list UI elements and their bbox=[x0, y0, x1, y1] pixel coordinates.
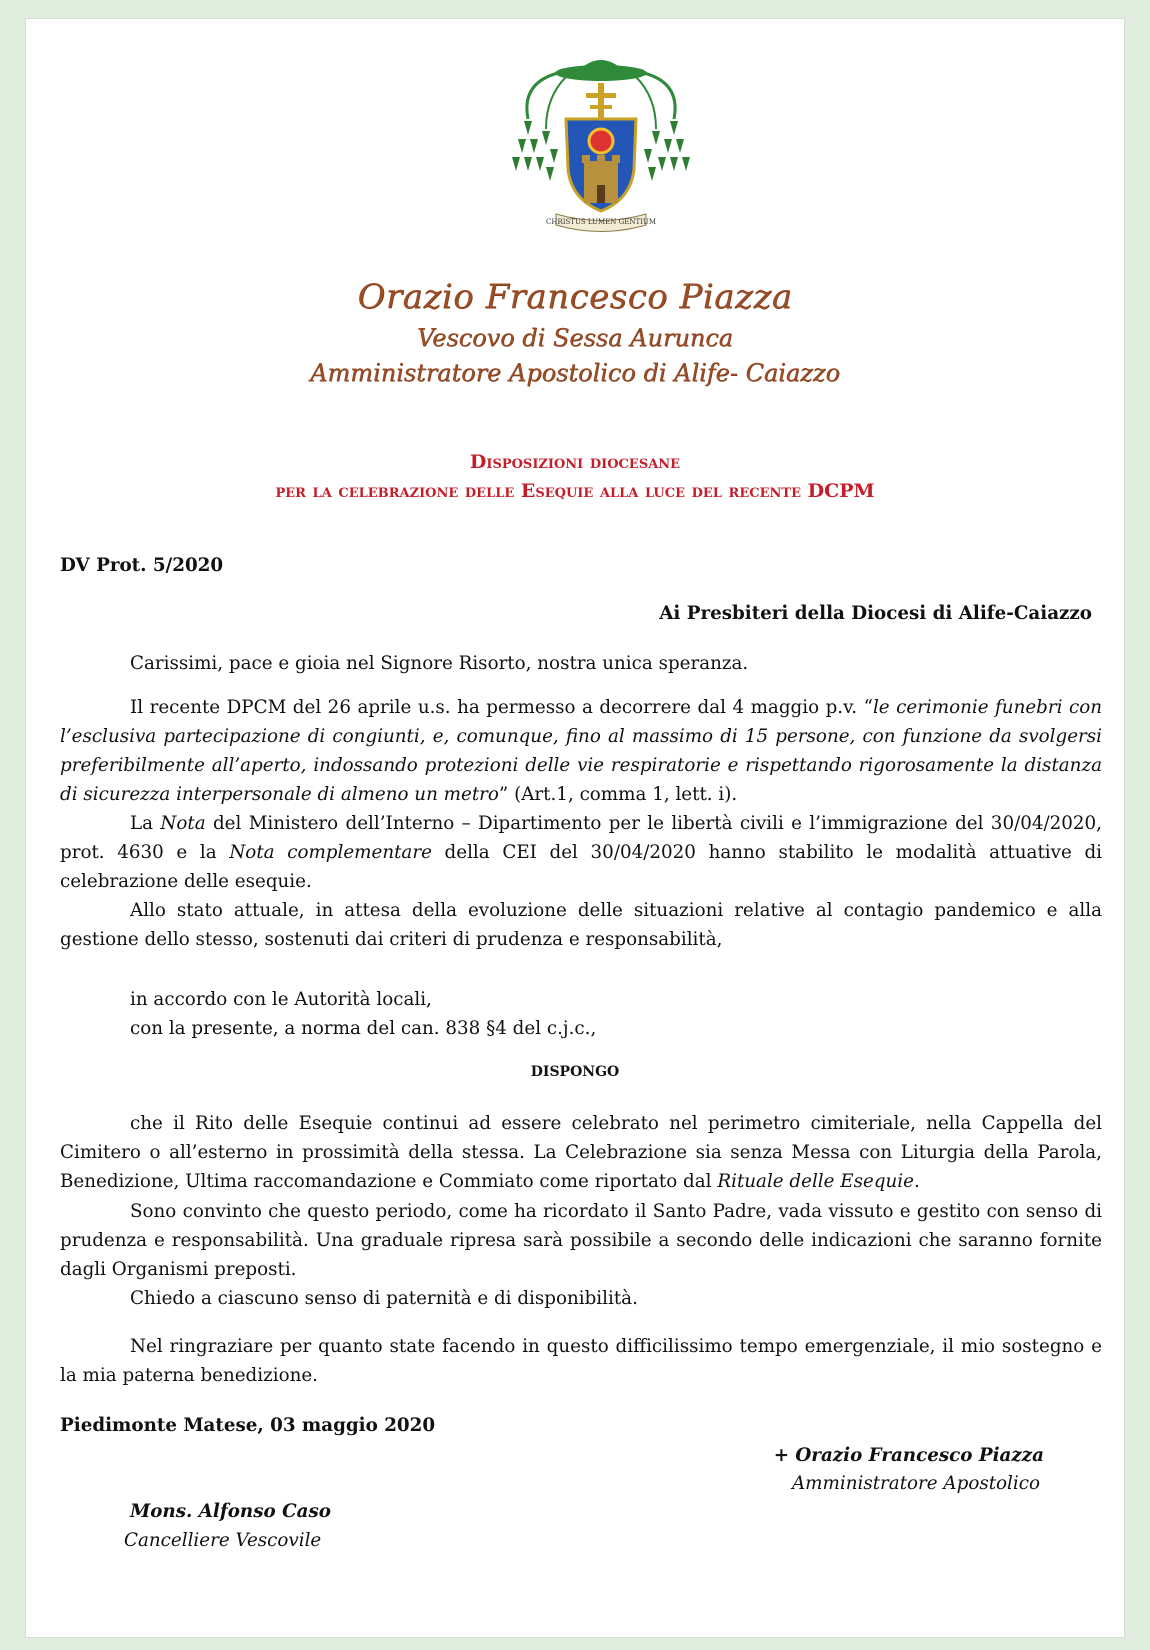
paragraph-stato-attuale: Allo stato attuale, in attesa della evoluzione delle situazioni relative al contagio pandemico e alla gestione dello stesso, sostenuti dai criteri di prudenza e responsabilità, bbox=[60, 900, 1102, 950]
accord-line-2: con la presente, a norma del can. 838 §4 del c.j.c., bbox=[130, 1018, 597, 1039]
chancellor-role: Cancelliere Vescovile bbox=[124, 1530, 322, 1551]
letter-page bbox=[25, 18, 1125, 1638]
p2-text-b: del Ministero dell’Interno – Dipartimento per le libertà civili e l’immigrazione del 30/04/2020, prot. 4630 e la bbox=[60, 813, 1102, 863]
signature-name: + Orazio Francesco Piazza bbox=[773, 1445, 1044, 1466]
dispongo-heading: DISPONGO bbox=[530, 1064, 620, 1080]
paragraph-convinto: Sono convinto che questo periodo, come ha ricordato il Santo Padre, vada vissuto e gestito con senso di prudenza e responsabilità. Una graduale ripresa sarà possibile a secondo delle indicazioni che saranno fornite dagli Organismi preposti. bbox=[60, 1201, 1102, 1280]
bishop-name-heading: Orazio Francesco Piazza bbox=[357, 277, 793, 317]
paragraph-nota bbox=[60, 809, 1102, 896]
p2-text-a: La bbox=[130, 813, 161, 834]
bishop-role-2: Amministratore Apostolico di Alife- Caiazzo bbox=[310, 359, 840, 387]
p1-quote: le cerimonie funebri con l’esclusiva partecipazione di congiunti, e, comunque, fino al massimo di 15 persone, con funzione da svolgersi preferibilmente all’aperto, indossando protezioni delle vie respiratorie e rispettando rigorosamente la distanza di sicurezza interpersonale di almeno un metro bbox=[60, 697, 1102, 805]
p2-nota: Nota bbox=[160, 813, 206, 834]
p2-nota-complementare: Nota complementare bbox=[229, 842, 432, 863]
document-title-line-2 bbox=[26, 480, 1124, 502]
accord-line-1: in accordo con le Autorità locali, bbox=[130, 989, 432, 1010]
bishop-role-1: Vescovo di Sessa Aurunca bbox=[417, 324, 733, 352]
p2-text-c: della CEI del 30/04/2020 hanno stabilito le modalità attuative di celebrazione delle esequie. bbox=[60, 842, 1102, 892]
document-title-line-1 bbox=[26, 451, 1124, 473]
motto-text: CHRISTUS LUMEN GENTIUM bbox=[545, 218, 657, 226]
signature-role: Amministratore Apostolico bbox=[791, 1473, 1040, 1494]
title-line-1-text: Disposizioni diocesane bbox=[469, 451, 681, 473]
p4-rituale: Rituale delle Esequie. bbox=[717, 1171, 920, 1192]
chancellor-name: Mons. Alfonso Caso bbox=[130, 1501, 331, 1522]
greeting: Carissimi, pace e gioia nel Signore Risorto, nostra unica speranza. bbox=[130, 653, 749, 674]
title-line-2-text: per la celebrazione delle Esequie alla luce del recente bbox=[275, 480, 808, 502]
title-acronym: DCPM bbox=[807, 480, 875, 502]
addressee: Ai Presbiteri della Diocesi di Alife-Caiazzo bbox=[659, 603, 1092, 624]
paragraph-chiedo: Chiedo a ciascuno senso di paternità e di disponibilità. bbox=[130, 1288, 638, 1309]
place-date: Piedimonte Matese, 03 maggio 2020 bbox=[60, 1415, 436, 1436]
p1-text-b: ” (Art.1, comma 1, lett. i). bbox=[498, 784, 738, 805]
paragraph-ringraziamento: Nel ringraziare per quanto state facendo in questo difficilissimo tempo emergenziale, il mio sostegno e la mia paterna benedizione. bbox=[60, 1336, 1102, 1386]
coat-of-arms-logo bbox=[506, 49, 696, 234]
paragraph-rito bbox=[60, 1109, 1102, 1196]
protocol-number: DV Prot. 5/2020 bbox=[60, 555, 224, 576]
p1-text-a: Il recente DPCM del 26 aprile u.s. ha permesso a decorrere dal 4 maggio p.v. “ bbox=[130, 697, 873, 718]
p4-text-a: che il Rito delle Esequie continui ad essere celebrato nel perimetro cimiteriale, nella Cappella del Cimitero o all’esterno in prossimità della stessa. La Celebrazione sia senza Messa con Liturgia della Parola, Benedizione, Ultima raccomandazione e Commiato come riportato dal bbox=[60, 1113, 1102, 1192]
paragraph-dpcm bbox=[60, 693, 1102, 809]
